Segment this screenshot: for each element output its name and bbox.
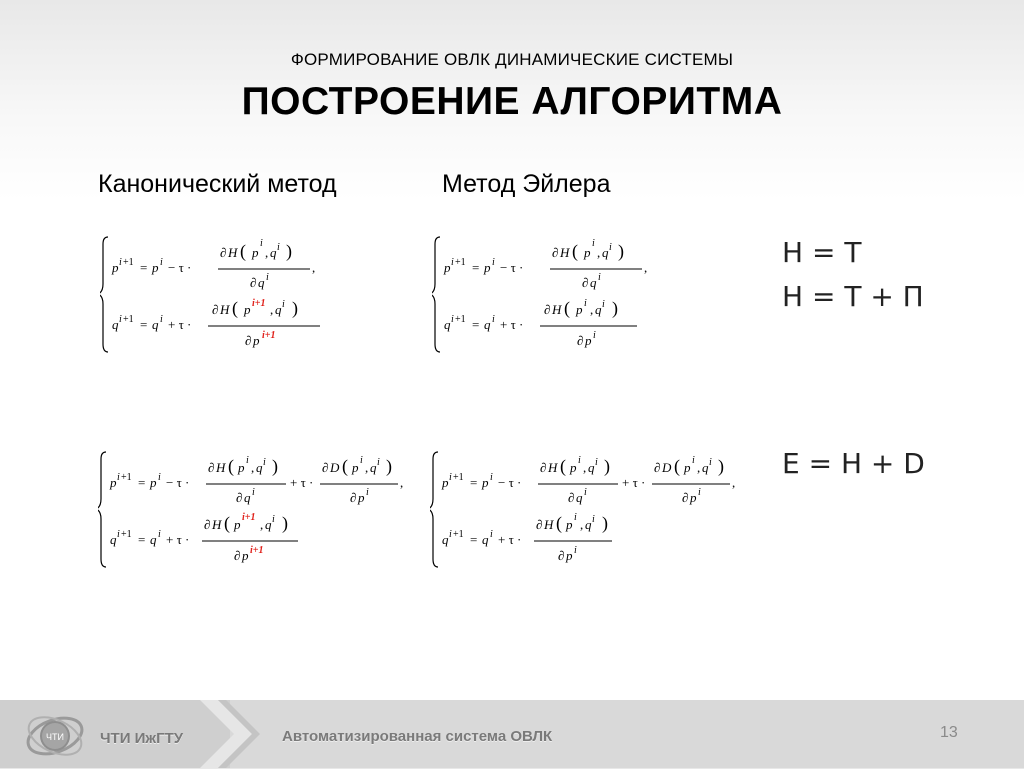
svg-text:i: i <box>574 512 577 523</box>
svg-text:i: i <box>592 238 595 249</box>
svg-text:i: i <box>451 314 454 325</box>
svg-text:H: H <box>544 517 554 532</box>
svg-text:D: D <box>330 460 340 475</box>
svg-text:(: ( <box>674 456 680 476</box>
svg-text:(: ( <box>228 456 234 476</box>
svg-text:q: q <box>585 517 592 532</box>
svg-text:∂: ∂ <box>536 517 543 532</box>
svg-text:H: H <box>216 460 226 475</box>
svg-text:H: H <box>560 245 570 260</box>
svg-text:q: q <box>370 460 377 475</box>
svg-text:− τ ·: − τ · <box>498 475 522 490</box>
svg-text:=: = <box>140 317 148 332</box>
canonical-method-heading: Канонический метод <box>98 170 337 198</box>
svg-text:i: i <box>578 455 581 466</box>
svg-text:q: q <box>595 302 602 317</box>
svg-text:+ τ ·: + τ · <box>622 475 646 490</box>
svg-text:,: , <box>400 475 404 490</box>
svg-text:i: i <box>584 487 587 498</box>
svg-text:i: i <box>260 238 263 249</box>
svg-text:q: q <box>482 532 489 547</box>
svg-text:=: = <box>472 260 480 275</box>
svg-text:+ τ ·: + τ · <box>498 532 522 547</box>
svg-text:+ τ ·: + τ · <box>168 317 192 332</box>
svg-text:i: i <box>492 257 495 268</box>
svg-text:p: p <box>252 245 259 260</box>
svg-text:∂: ∂ <box>552 245 559 260</box>
svg-text:p: p <box>566 548 573 563</box>
svg-text:∂: ∂ <box>250 275 257 290</box>
svg-text:,: , <box>260 517 264 532</box>
svg-text:i: i <box>602 299 605 310</box>
svg-text:H: H <box>552 302 562 317</box>
svg-text:∂: ∂ <box>544 302 551 317</box>
svg-text:i: i <box>492 314 495 325</box>
svg-text:∂: ∂ <box>236 490 243 505</box>
svg-text:i: i <box>366 487 369 498</box>
equation-canonical-dissipative <box>98 447 418 572</box>
svg-text:q: q <box>602 245 609 260</box>
formula-h-equals-t-plus-p: H = T + П <box>782 280 924 313</box>
svg-text:i: i <box>598 272 601 283</box>
svg-text:+1: +1 <box>453 472 464 483</box>
svg-text:∂: ∂ <box>582 275 589 290</box>
svg-text:,: , <box>251 460 255 475</box>
svg-text:p: p <box>110 475 117 490</box>
svg-text:∂: ∂ <box>208 460 215 475</box>
svg-text:i+1: i+1 <box>262 330 276 341</box>
footer-system-name: Автоматизированная система ОВЛК <box>282 728 553 745</box>
svg-text:i: i <box>609 242 612 253</box>
svg-text:i: i <box>592 514 595 525</box>
svg-text:− τ ·: − τ · <box>166 475 190 490</box>
svg-text:∂: ∂ <box>654 460 661 475</box>
svg-text:p: p <box>253 333 260 348</box>
svg-text:p: p <box>442 475 449 490</box>
svg-text:,: , <box>265 245 269 260</box>
svg-text:p: p <box>576 302 583 317</box>
svg-text:∂: ∂ <box>540 460 547 475</box>
svg-text:): ) <box>618 241 624 261</box>
svg-text:=: = <box>470 532 478 547</box>
svg-text:i: i <box>158 472 161 483</box>
svg-text:q: q <box>256 460 263 475</box>
svg-text:i: i <box>282 299 285 310</box>
svg-text:p: p <box>684 460 691 475</box>
svg-text:): ) <box>604 456 610 476</box>
svg-text:+1: +1 <box>455 314 466 325</box>
svg-text:i: i <box>263 457 266 468</box>
svg-text:p: p <box>238 460 245 475</box>
svg-text:i+1: i+1 <box>252 298 266 309</box>
page-number: 13 <box>940 724 958 741</box>
svg-text:− τ ·: − τ · <box>168 260 192 275</box>
svg-text:q: q <box>702 460 709 475</box>
svg-text:i: i <box>451 257 454 268</box>
svg-text:+1: +1 <box>453 529 464 540</box>
footer-bar <box>0 700 1024 768</box>
svg-text:,: , <box>365 460 369 475</box>
svg-text:p: p <box>566 517 573 532</box>
svg-text:∂: ∂ <box>568 490 575 505</box>
svg-text:p: p <box>690 490 697 505</box>
svg-text:(: ( <box>572 241 578 261</box>
svg-text:,: , <box>597 245 601 260</box>
svg-text:p: p <box>585 333 592 348</box>
svg-text:i: i <box>246 455 249 466</box>
svg-text:p: p <box>584 245 591 260</box>
svg-text:q: q <box>258 275 265 290</box>
svg-text:q: q <box>112 317 119 332</box>
svg-text:q: q <box>444 317 451 332</box>
svg-text:i: i <box>490 472 493 483</box>
svg-text:i: i <box>377 457 380 468</box>
svg-text:,: , <box>644 260 648 275</box>
svg-text:(: ( <box>564 298 570 318</box>
svg-text:q: q <box>244 490 251 505</box>
svg-text:i: i <box>117 529 120 540</box>
svg-text:H: H <box>212 517 222 532</box>
svg-text:,: , <box>697 460 701 475</box>
svg-text:p: p <box>152 260 159 275</box>
svg-text:): ) <box>602 513 608 533</box>
svg-text:∂: ∂ <box>220 245 227 260</box>
equation-euler-dissipative <box>430 447 750 572</box>
svg-text:H: H <box>220 302 230 317</box>
svg-text:i+1: i+1 <box>250 545 264 556</box>
svg-text:i: i <box>692 455 695 466</box>
svg-text:i: i <box>266 272 269 283</box>
svg-text:∂: ∂ <box>350 490 357 505</box>
svg-text:+ τ ·: + τ · <box>166 532 190 547</box>
svg-text:): ) <box>386 456 392 476</box>
svg-text:∂: ∂ <box>212 302 219 317</box>
svg-text:i: i <box>119 314 122 325</box>
equation-canonical-conservative <box>100 232 350 357</box>
svg-text:,: , <box>312 260 316 275</box>
svg-text:(: ( <box>556 513 562 533</box>
svg-text:i: i <box>574 545 577 556</box>
svg-text:i: i <box>119 257 122 268</box>
svg-text:p: p <box>150 475 157 490</box>
footer-chevron <box>200 700 280 768</box>
svg-text:p: p <box>358 490 365 505</box>
svg-text:=: = <box>138 532 146 547</box>
svg-text:p: p <box>444 260 451 275</box>
svg-text:p: p <box>234 517 241 532</box>
svg-text:): ) <box>282 513 288 533</box>
svg-text:(: ( <box>232 298 238 318</box>
svg-text:∂: ∂ <box>577 333 584 348</box>
svg-text:q: q <box>588 460 595 475</box>
svg-text:∂: ∂ <box>204 517 211 532</box>
svg-text:i+1: i+1 <box>242 512 256 523</box>
svg-text:i: i <box>584 298 587 309</box>
svg-text:q: q <box>484 317 491 332</box>
svg-text:q: q <box>442 532 449 547</box>
svg-text:∂: ∂ <box>322 460 329 475</box>
svg-text:+1: +1 <box>123 314 134 325</box>
svg-text:i: i <box>698 487 701 498</box>
svg-text:∂: ∂ <box>234 548 241 563</box>
svg-text:p: p <box>244 302 251 317</box>
svg-text:q: q <box>275 302 282 317</box>
svg-text:,: , <box>590 302 594 317</box>
svg-text:∂: ∂ <box>558 548 565 563</box>
svg-text:=: = <box>470 475 478 490</box>
svg-text:i: i <box>449 529 452 540</box>
svg-text:=: = <box>138 475 146 490</box>
svg-text:i: i <box>158 529 161 540</box>
svg-text:i: i <box>709 457 712 468</box>
svg-text:i: i <box>490 529 493 540</box>
svg-text:+1: +1 <box>123 257 134 268</box>
svg-text:q: q <box>576 490 583 505</box>
equation-euler-conservative <box>432 232 672 357</box>
svg-text:(: ( <box>224 513 230 533</box>
formula-e-equals-h-plus-d: E = H + D <box>782 447 925 480</box>
svg-text:q: q <box>270 245 277 260</box>
svg-text:p: p <box>352 460 359 475</box>
svg-text:): ) <box>272 456 278 476</box>
svg-text:q: q <box>152 317 159 332</box>
svg-text:i: i <box>252 487 255 498</box>
svg-text:(: ( <box>240 241 246 261</box>
svg-text:,: , <box>732 475 736 490</box>
svg-text:+ τ ·: + τ · <box>290 475 314 490</box>
svg-text:i: i <box>277 242 280 253</box>
slide-title: ПОСТРОЕНИЕ АЛГОРИТМА <box>241 80 783 123</box>
formula-h-equals-t: H = T <box>782 236 862 269</box>
svg-text:i: i <box>160 257 163 268</box>
svg-text:H: H <box>548 460 558 475</box>
svg-text:=: = <box>472 317 480 332</box>
svg-text:q: q <box>110 532 117 547</box>
svg-text:D: D <box>662 460 672 475</box>
svg-text:): ) <box>612 298 618 318</box>
svg-text:p: p <box>242 548 249 563</box>
svg-text:i: i <box>593 330 596 341</box>
svg-text:=: = <box>140 260 148 275</box>
svg-text:i: i <box>595 457 598 468</box>
institute-logo-icon <box>22 708 88 769</box>
svg-text:+ τ ·: + τ · <box>500 317 524 332</box>
svg-text:q: q <box>590 275 597 290</box>
svg-text:i: i <box>360 455 363 466</box>
svg-text:): ) <box>718 456 724 476</box>
svg-text:p: p <box>482 475 489 490</box>
svg-text:H: H <box>228 245 238 260</box>
svg-text:,: , <box>583 460 587 475</box>
svg-text:p: p <box>484 260 491 275</box>
svg-text:(: ( <box>560 456 566 476</box>
svg-text:): ) <box>286 241 292 261</box>
svg-text:∂: ∂ <box>245 333 252 348</box>
svg-text:+1: +1 <box>455 257 466 268</box>
svg-text:p: p <box>570 460 577 475</box>
svg-text:,: , <box>270 302 274 317</box>
svg-text:i: i <box>160 314 163 325</box>
svg-text:i: i <box>449 472 452 483</box>
svg-text:i: i <box>117 472 120 483</box>
svg-text:i: i <box>272 514 275 525</box>
svg-text:q: q <box>150 532 157 547</box>
svg-text:,: , <box>580 517 584 532</box>
slide-subtitle: ФОРМИРОВАНИЕ ОВЛК ДИНАМИЧЕСКИЕ СИСТЕМЫ <box>290 50 734 69</box>
svg-text:+1: +1 <box>121 529 132 540</box>
svg-text:p: p <box>112 260 119 275</box>
svg-text:): ) <box>292 298 298 318</box>
svg-text:∂: ∂ <box>682 490 689 505</box>
euler-method-heading: Метод Эйлера <box>442 170 611 198</box>
svg-text:− τ ·: − τ · <box>500 260 524 275</box>
logo-text: ЧТИ <box>46 732 64 742</box>
footer-organization: ЧТИ ИжГТУ <box>100 730 184 747</box>
svg-text:q: q <box>265 517 272 532</box>
svg-text:(: ( <box>342 456 348 476</box>
svg-text:+1: +1 <box>121 472 132 483</box>
